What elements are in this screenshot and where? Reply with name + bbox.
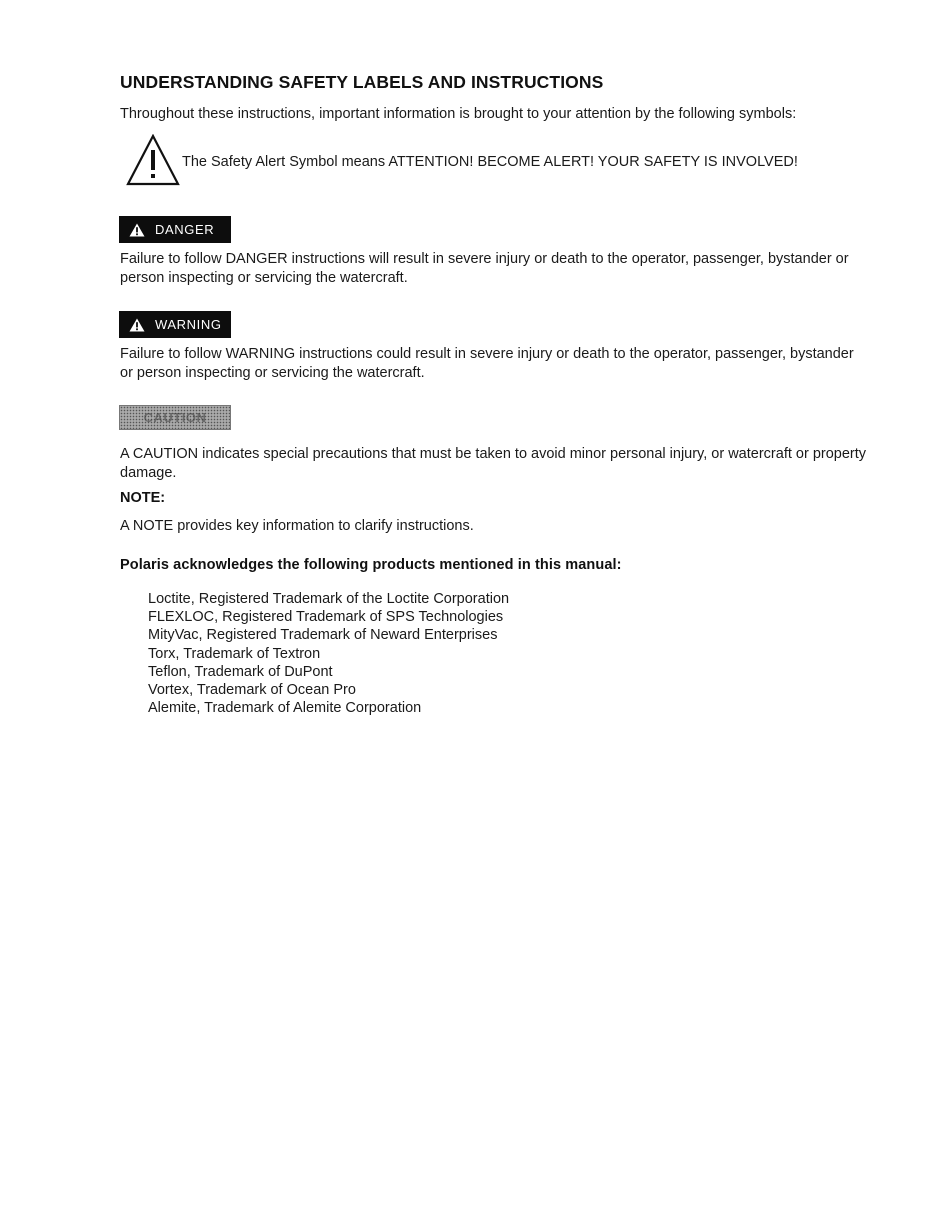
danger-paragraph: Failure to follow DANGER instructions will result in severe injury or death to the operator, passenger, bystander or person inspecting or servicing the watercraft. (120, 251, 849, 286)
acknowledgement-heading: Polaris acknowledges the following products mentioned in this manual: (120, 557, 622, 573)
caution-paragraph: A CAUTION indicates special precautions that must be taken to avoid minor personal injury, or watercraft or property damage. (120, 446, 867, 481)
intro-paragraph: Throughout these instructions, important information is brought to your attention by the following symbols: (120, 106, 797, 122)
list-item: Teflon, Trademark of DuPont (148, 663, 333, 680)
warning-label-text: WARNING (155, 317, 222, 332)
warning-triangle-icon (129, 318, 145, 332)
danger-label-text: DANGER (155, 222, 215, 237)
note-paragraph: A NOTE provides key information to clarify instructions. (120, 518, 474, 534)
warning-triangle-icon (129, 223, 145, 237)
warning-paragraph: Failure to follow WARNING instructions could result in severe injury or death to the operator, passenger, bystander or person inspecting or servicing the watercraft. (120, 346, 854, 381)
danger-label (119, 216, 231, 243)
warning-label (119, 311, 231, 338)
list-item: Alemite, Trademark of Alemite Corporation (148, 700, 422, 717)
list-item: Loctite, Registered Trademark of the Loctite Corporation (148, 591, 510, 607)
caution-label (119, 405, 231, 430)
safety-alert-triangle-icon (126, 134, 180, 186)
trademark-list (148, 590, 509, 717)
list-item: FLEXLOC, Registered Trademark of SPS Technologies (148, 609, 504, 626)
caution-label-text: CAUTION (143, 410, 207, 425)
list-item: Vortex, Trademark of Ocean Pro (148, 682, 356, 699)
list-item: Torx, Trademark of Textron (148, 645, 321, 662)
list-item: MityVac, Registered Trademark of Neward Enterprises (148, 627, 498, 644)
safety-alert-text: The Safety Alert Symbol means ATTENTION! BECOME ALERT! YOUR SAFETY IS INVOLVED! (182, 154, 798, 170)
section-heading: UNDERSTANDING SAFETY LABELS AND INSTRUCTIONS (120, 72, 604, 92)
safety-alert-row (126, 134, 856, 188)
note-heading: NOTE: (120, 490, 166, 506)
